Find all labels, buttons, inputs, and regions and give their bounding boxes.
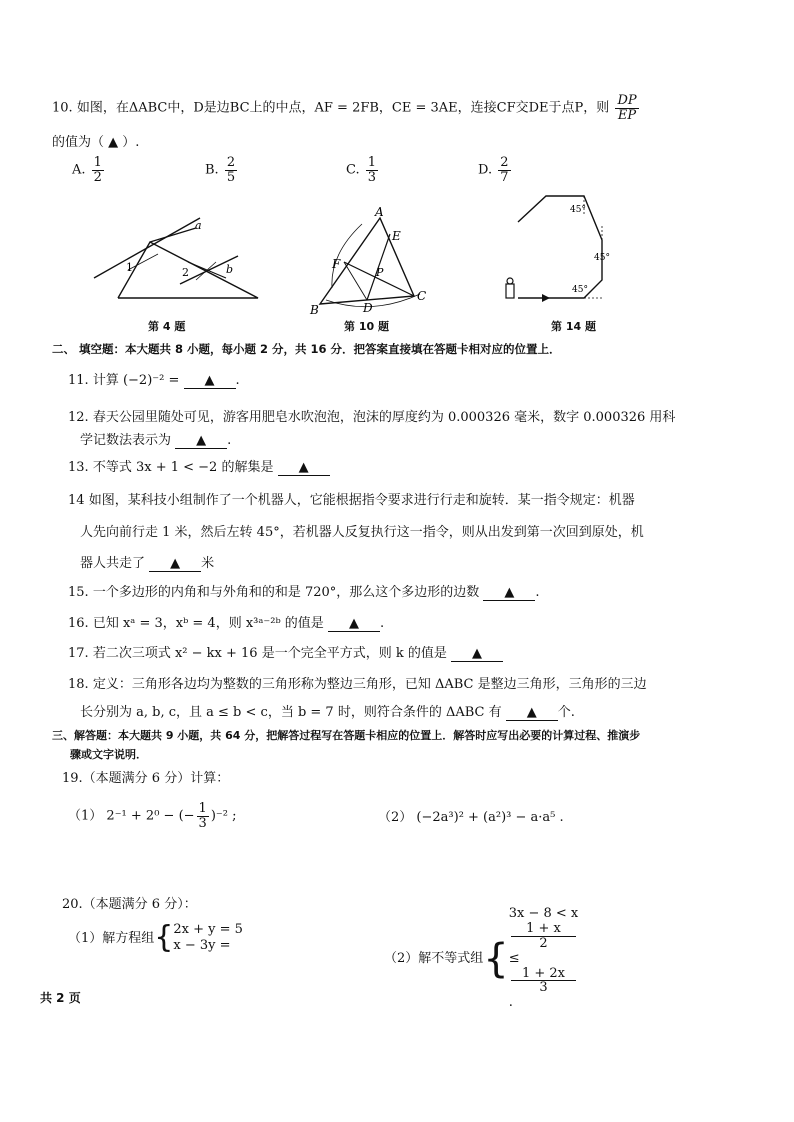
fig4-caption: 第 4 题 bbox=[148, 320, 186, 333]
q19-p1-expr-b: )⁻² ; bbox=[210, 808, 237, 824]
q20-p1-label: （1）解方程组 bbox=[68, 930, 155, 946]
q12-number: 12. bbox=[68, 410, 89, 425]
q14-text3: 器人共走了 bbox=[80, 556, 146, 571]
q10-line2: 的值为（ ▲ ）. bbox=[52, 135, 140, 150]
q18-text2: 长分别为 a, b, c，且 a ≤ b < c，当 b = 7 时，则符合条件的 ΔABC 有 bbox=[80, 705, 502, 720]
q19-p1-fraction bbox=[197, 802, 209, 830]
q13 bbox=[68, 456, 330, 476]
q16-number: 16. bbox=[68, 616, 89, 631]
q11-end: . bbox=[235, 373, 240, 388]
q10-ratio-fraction bbox=[615, 94, 638, 122]
q15-number: 15. bbox=[68, 585, 89, 600]
answer-blank: ▲ bbox=[483, 585, 535, 601]
left-brace: { bbox=[483, 935, 509, 982]
inequality-system bbox=[509, 906, 579, 1011]
q15 bbox=[68, 581, 540, 601]
q10-option-d bbox=[478, 156, 513, 184]
q18-text1: 定义：三角形各边均为整数的三角形称为整边三角形，已知 ΔABC 是整边三角形，三角形的三边 bbox=[92, 677, 647, 692]
q17-text: 若二次三项式 x² − kx + 16 是一个完全平方式，则 k 的值是 bbox=[92, 646, 447, 661]
answer-blank: ▲ bbox=[278, 460, 330, 476]
ineq-rhs-fraction bbox=[511, 967, 577, 995]
option-fraction bbox=[92, 156, 104, 184]
q16-end: . bbox=[379, 616, 385, 631]
q10-stem: 如图，在ΔABC中，D是边BC上的中点，AF = 2FB，CE = 3AE，连接CF交DE于点P，则 bbox=[76, 100, 610, 116]
answer-blank: ▲ bbox=[328, 616, 380, 632]
fig10-caption: 第 10 题 bbox=[344, 320, 389, 333]
option-den: 2 bbox=[93, 169, 102, 185]
ineq-relation: ≤ bbox=[508, 950, 520, 966]
q10-number: 10. bbox=[52, 100, 73, 116]
equation-2: x − 3y = bbox=[173, 938, 231, 954]
fig14-angle-label: 45° bbox=[594, 253, 610, 263]
fig4-label-a: a bbox=[195, 219, 202, 232]
frac-num: 1 + 2x bbox=[511, 967, 577, 982]
option-num: 2 bbox=[226, 155, 236, 170]
q14-line1 bbox=[68, 489, 635, 508]
q15-end: . bbox=[535, 585, 540, 600]
q10-ratio-den: EP bbox=[617, 107, 637, 123]
option-label: B. bbox=[205, 162, 219, 178]
q10-ratio-num: DP bbox=[617, 93, 637, 108]
q20-title: 20.（本题满分 6 分）： bbox=[62, 897, 197, 912]
q18-end: 个. bbox=[557, 705, 575, 720]
q17 bbox=[68, 642, 503, 662]
q11-text: 计算 (−2)⁻² = bbox=[92, 373, 180, 388]
inequality-1: 3x − 8 < x bbox=[508, 906, 579, 921]
option-num: 2 bbox=[500, 155, 509, 170]
q12-text: 春天公园里随处可见，游客用肥皂水吹泡泡，泡沫的厚度约为 0.000326 毫米，数字 0.000326 用科 bbox=[92, 410, 676, 425]
q14-line2: 人先向前行走 1 米，然后左转 45°，若机器人反复执行这一指令，则从出发到第一次回到原处，机 bbox=[80, 525, 644, 540]
fig14-caption: 第 14 题 bbox=[551, 320, 596, 333]
q14-number: 14 bbox=[68, 493, 85, 508]
fig14-angle-label: 45° bbox=[570, 205, 586, 215]
q19-p1-label: （1） bbox=[68, 808, 103, 824]
fig10-label-C: C bbox=[417, 289, 427, 303]
section3-heading-line2: 骤或文字说明． bbox=[70, 748, 147, 761]
fig10-label-B: B bbox=[310, 303, 319, 317]
q14-end: 米 bbox=[201, 556, 215, 571]
inequality-2 bbox=[509, 922, 579, 1011]
answer-blank: ▲ bbox=[451, 646, 503, 662]
frac-den: 3 bbox=[198, 815, 207, 831]
q12-end: . bbox=[227, 433, 232, 448]
answer-blank: ▲ bbox=[506, 705, 558, 721]
frac-den: 2 bbox=[539, 935, 548, 951]
fig10-label-F: F bbox=[332, 257, 341, 271]
q15-text: 一个多边形的内角和与外角和的和是 720°，那么这个多边形的边数 bbox=[92, 585, 480, 600]
answer-blank: ▲ bbox=[184, 373, 236, 389]
fig4-label-1: 1 bbox=[126, 261, 133, 274]
left-brace: { bbox=[154, 920, 174, 956]
ineq-end: . bbox=[508, 995, 513, 1011]
q20-part2 bbox=[384, 906, 578, 1011]
fig10-label-E: E bbox=[392, 229, 401, 243]
option-label: C. bbox=[346, 162, 360, 178]
frac-den: 3 bbox=[539, 980, 548, 996]
answer-blank: ▲ bbox=[175, 433, 227, 449]
q17-number: 17. bbox=[68, 646, 89, 661]
q10-option-c bbox=[346, 156, 380, 184]
q18-line2 bbox=[80, 701, 575, 721]
q14-line3 bbox=[80, 552, 214, 572]
q16-text: 已知 xᵃ = 3，xᵇ = 4，则 x³ᵃ⁻²ᵇ 的值是 bbox=[92, 616, 324, 631]
q19-p1-expr-a: 2⁻¹ + 2⁰ − (− bbox=[106, 808, 195, 824]
q13-number: 13. bbox=[68, 460, 89, 475]
section2-heading: 二、 填空题：本大题共 8 小题，每小题 2 分，共 16 分．把答案直接填在答题卡相对应的位置上． bbox=[52, 342, 561, 356]
q14-text1: 如图，某科技小组制作了一个机器人，它能根据指令要求进行行走和旋转．某一指令规定：机器 bbox=[88, 493, 635, 508]
ineq-lhs-fraction bbox=[511, 922, 577, 950]
option-label: A. bbox=[72, 162, 86, 178]
q10-option-a bbox=[72, 156, 106, 184]
q12-line1 bbox=[68, 406, 675, 425]
fig10-label-D: D bbox=[363, 301, 373, 315]
fig4-label-b: b bbox=[226, 263, 234, 276]
frac-num: 1 + x bbox=[511, 922, 577, 937]
option-den: 7 bbox=[500, 169, 509, 185]
fig14-angle-label: 45° bbox=[572, 285, 588, 295]
option-den: 5 bbox=[226, 169, 236, 185]
page-count-footer: 共 2 页 bbox=[40, 991, 81, 1005]
q10-line1 bbox=[52, 94, 641, 122]
q16 bbox=[68, 612, 384, 632]
section3-heading-line1: 三、解答题：本大题共 9 小题，共 64 分，把解答过程写在答题卡相应的位置上．解答时应写出必要的计算过程、推演步 bbox=[52, 729, 641, 742]
q11 bbox=[68, 369, 240, 389]
q18-number: 18. bbox=[68, 677, 89, 692]
q11-number: 11. bbox=[68, 373, 89, 388]
q18-line1 bbox=[68, 673, 647, 692]
q12-text2: 学记数法表示为 bbox=[80, 433, 172, 448]
q19-part1 bbox=[68, 802, 236, 830]
q20-part1 bbox=[68, 922, 243, 955]
option-fraction bbox=[498, 156, 510, 184]
fig10-label-A: A bbox=[375, 205, 384, 219]
q19-title: 19.（本题满分 6 分）计算： bbox=[62, 771, 230, 786]
option-num: 1 bbox=[367, 155, 377, 170]
equation-1: 2x + y = 5 bbox=[173, 922, 243, 937]
option-label: D. bbox=[478, 162, 493, 178]
figure-4 bbox=[88, 210, 268, 330]
equation-system bbox=[173, 922, 243, 955]
option-den: 3 bbox=[367, 169, 377, 185]
q19-part2 bbox=[378, 806, 564, 825]
frac-num: 1 bbox=[198, 801, 207, 816]
q10-option-b bbox=[205, 156, 239, 184]
answer-blank: ▲ bbox=[149, 556, 201, 572]
q13-text: 不等式 3x + 1 < −2 的解集是 bbox=[92, 460, 274, 475]
option-fraction bbox=[366, 156, 378, 184]
q12-line2 bbox=[80, 429, 231, 449]
figure-14 bbox=[500, 186, 620, 314]
q19-p2-label: （2） bbox=[378, 810, 413, 825]
q19-p2-expr: (−2a³)² + (a²)³ − a·a⁵ . bbox=[416, 810, 564, 825]
fig10-label-P: P bbox=[376, 266, 384, 279]
fig4-label-2: 2 bbox=[182, 266, 189, 279]
q20-p2-label: （2）解不等式组 bbox=[384, 951, 484, 967]
option-num: 1 bbox=[93, 155, 102, 170]
figure-10 bbox=[302, 204, 432, 322]
option-fraction bbox=[225, 156, 237, 184]
